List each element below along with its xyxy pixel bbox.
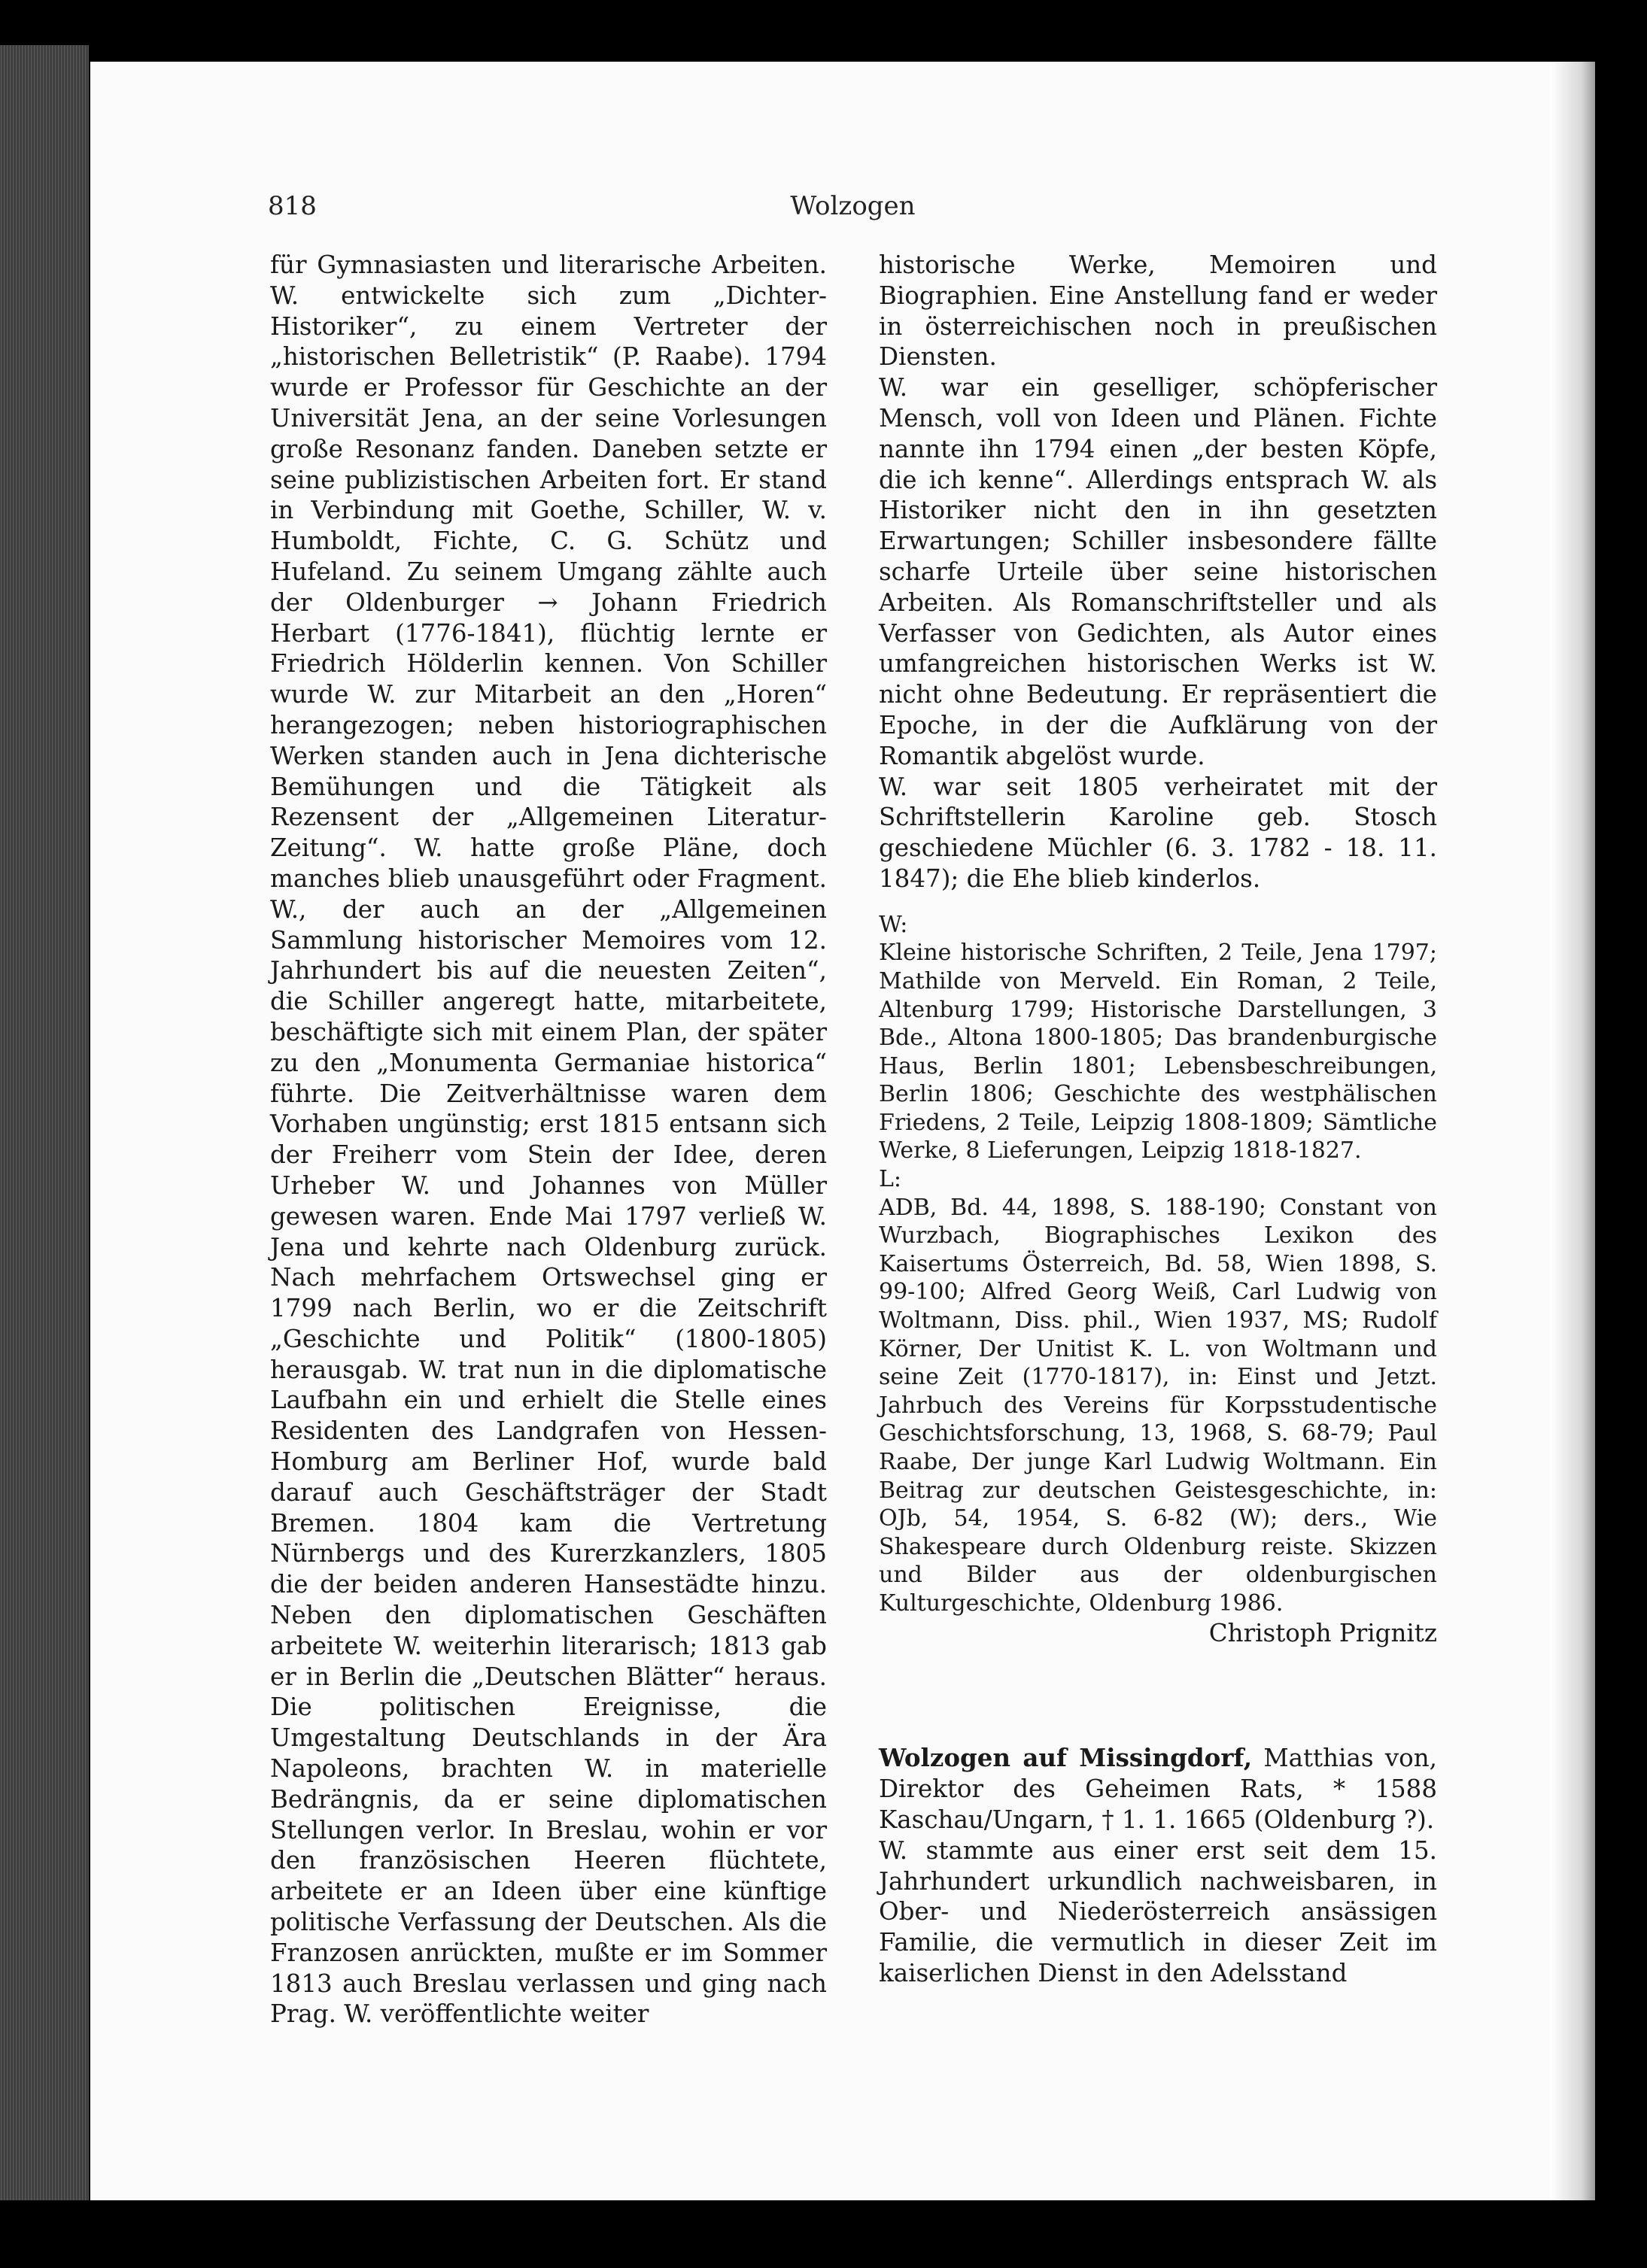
- paragraph-career-end: historische Werke, Memoiren und Biographien. Eine Anstellung fand er weder in österreichischen noch in preußischen Diensten.: [879, 250, 1437, 372]
- entry-intro: Matthias von, Direktor des Geheimen Rats, * 1588 Kaschau/Ungarn, † 1. 1. 1665 (Oldenburg ?).: [879, 1744, 1437, 1834]
- paragraph-character: W. war ein geselliger, schöpferischer Mensch, voll von Ideen und Plänen. Fichte nannte ihn 1794 einen „der besten Köpfe, die ich kenne“. Allerdings entsprach W. als Historiker nicht den in ihn gesetzten Erwartungen; Schiller insbesondere fällte scharfe Urteile über seine historischen Arbeiten. Als Romanschriftsteller und als Verfasser von Gedichten, als Autor eines umfangreichen historischen Werks ist W. nicht ohne Bedeutung. Er repräsentiert die Epoche, in der die Aufklärung von der Romantik abgelöst wurde.: [879, 373, 1437, 770]
- scan-background-bottom: [0, 2200, 1647, 2268]
- running-head: Wolzogen: [790, 191, 916, 221]
- scan-background-top: [0, 0, 1647, 62]
- entry-headword: Wolzogen auf Missingdorf,: [879, 1743, 1253, 1773]
- literature-list: ADB, Bd. 44, 1898, S. 188-190; Constant von Wurzbach, Biographisches Lexikon des Kaisertums Österreich, Bd. 58, Wien 1898, S. 99-100; Alfred Georg Weiß, Carl Ludwig von Woltmann, Diss. phil., Wien 1937, MS; Rudolf Körner, Der Unitist K. L. von Woltmann und seine Zeit (1770-1817), in: Einst und Jetzt. Jahrbuch des Vereins für Korpsstudentische Geschichtsforschung, 13, 1968, S. 68-79; Paul Raabe, Der junge Karl Ludwig Woltmann. Ein Beitrag zur deutschen Geistesgeschichte, in: OJb, 54, 1954, S. 6-82 (W); ders., Wie Shakespeare durch Oldenburg reiste. Skizzen und Bilder aus der oldenburgischen Kulturgeschichte, Oldenburg 1986.: [879, 1194, 1437, 1617]
- page-gutter-shadow: [1550, 62, 1595, 2200]
- works-label: W:: [879, 911, 908, 938]
- book-page-edges: [0, 45, 89, 2204]
- left-column-text: für Gymnasiasten und literarische Arbeiten. W. entwickelte sich zum „Dichter-Historiker“, zu einem Vertreter der „historischen Belletristik“ (P. Raabe). 1794 wurde er Professor für Geschichte an der Universität Jena, an der seine Vorlesungen große Resonanz fanden. Daneben setzte er seine publizistischen Arbeiten fort. Er stand in Verbindung mit Goethe, Schiller, W. v. Humboldt, Fichte, C. G. Schütz und Hufeland. Zu seinem Umgang zählte auch der Oldenburger → Johann Friedrich Herbart (1776-1841), flüchtig lernte er Friedrich Hölderlin kennen. Von Schiller wurde W. zur Mitarbeit an den „Horen“ herangezogen; neben historiographischen Werken standen auch in Jena dichterische Bemühungen und die Tätigkeit als Rezensent der „Allgemeinen Literatur-Zeitung“. W. hatte große Pläne, doch manches blieb unausgeführt oder Fragment. W., der auch an der „Allgemeinen Sammlung historischer Memoires vom 12. Jahrhundert bis auf die neuesten Zeiten“, die Schiller angeregt hatte, mitarbeitete, beschäftigte sich mit einem Plan, der später zu den „Monumenta Germaniae historica“ führte. Die Zeitverhältnisse waren dem Vorhaben ungünstig; erst 1815 entsann sich der Freiherr vom Stein der Idee, deren Urheber W. und Johannes von Müller gewesen waren. Ende Mai 1797 verließ W. Jena und kehrte nach Oldenburg zurück. Nach mehrfachem Ortswechsel ging er 1799 nach Berlin, wo er die Zeitschrift „Geschichte und Politik“ (1800-1805) herausgab. W. trat nun in die diplomatische Laufbahn ein und erhielt die Stelle eines Residenten des Landgrafen von Hessen-Homburg am Berliner Hof, wurde bald darauf auch Geschäftsträger der Stadt Bremen. 1804 kam die Vertretung Nürnbergs und des Kurerzkanzlers, 1805 die der beiden anderen Hansestädte hinzu. Neben den diplomatischen Geschäften arbeitete W. weiterhin literarisch; 1813 gab er in Berlin die „Deutschen Blätter“ heraus. Die politischen Ereignisse, die Umgestaltung Deutschlands in der Ära Napoleons, brachten W. in materielle Bedrängnis, da er seine diplomatischen Stellungen verlor. In Breslau, wohin er vor den französischen Heeren flüchtete, arbeitete er an Ideen über eine künftige politische Verfassung der Deutschen. Als die Franzosen anrückten, mußte er im Sommer 1813 auch Breslau verlassen und ging nach Prag. W. veröffentlichte weiter: [270, 250, 827, 2029]
- article-author: Christoph Prignitz: [1208, 1618, 1437, 1647]
- page-number: 818: [268, 191, 317, 221]
- right-column: [879, 250, 1437, 1989]
- entry-text: W. stammte aus einer erst seit dem 15. Jahrhundert urkundlich nachweisbaren, in Ober- und Niederösterreich ansässigen Familie, die vermutlich in dieser Zeit im kaiserlichen Dienst in den Adelsstand: [879, 1835, 1437, 1987]
- works-list: Kleine historische Schriften, 2 Teile, Jena 1797; Mathilde von Merveld. Ein Roman, 2 Teile, Altenburg 1799; Historische Darstellungen, 3 Bde., Altona 1800-1805; Das brandenburgische Haus, Berlin 1801; Lebensbeschreibungen, Berlin 1806; Geschichte des westphälischen Friedens, 2 Teile, Leipzig 1808-1809; Sämtliche Werke, 8 Lieferungen, Leipzig 1818-1827.: [879, 940, 1437, 1164]
- literature-label: L:: [879, 1166, 902, 1193]
- left-column: [270, 250, 827, 2030]
- scan-background-right: [1595, 0, 1647, 2268]
- paragraph-marriage: W. war seit 1805 verheiratet mit der Schriftstellerin Karoline geb. Stosch geschiedene Müchler (6. 3. 1782 - 18. 11. 1847); die Ehe blieb kinderlos.: [879, 772, 1437, 893]
- entry-heading: [879, 1743, 1437, 1835]
- page-header: [268, 191, 1438, 229]
